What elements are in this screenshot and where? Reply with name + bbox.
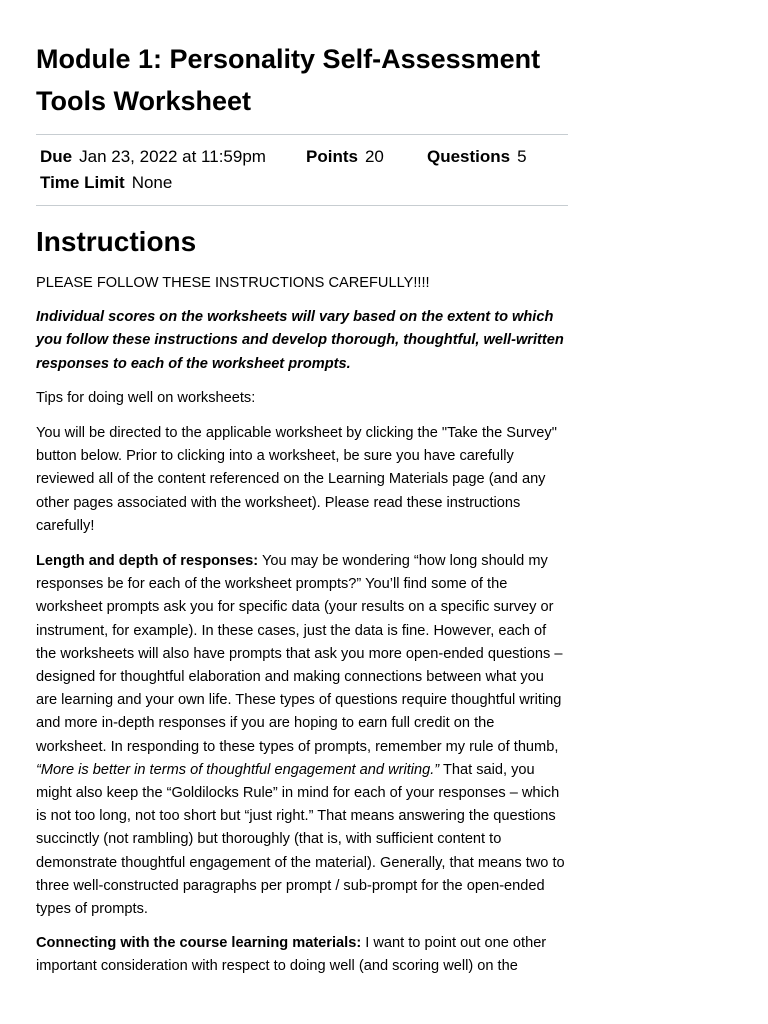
page-title: Module 1: Personality Self-Assessment Tools Worksheet: [36, 44, 541, 116]
instructions-heading: Instructions: [36, 226, 197, 257]
rule-of-thumb-quote: “More is better in terms of thoughtful engagement and writing.”: [36, 761, 440, 778]
length-label: Length and depth of responses:: [36, 553, 259, 570]
connecting-label: Connecting with the course learning materials:: [36, 935, 362, 952]
points-detail: [306, 144, 427, 170]
length-paragraph: [36, 550, 568, 921]
details-row-2: [40, 170, 568, 196]
assignment-details: [36, 134, 568, 206]
connecting-text: I want to point out one other important consideration with respect to doing well (and scoring well) on the: [36, 935, 547, 975]
time-limit-value: None: [131, 173, 173, 192]
questions-label: Questions: [427, 147, 511, 166]
questions-detail: [427, 144, 527, 170]
points-value: 20: [364, 147, 384, 166]
questions-value: 5: [517, 147, 527, 166]
time-limit-label: Time Limit: [40, 173, 125, 192]
time-limit-detail: [40, 170, 172, 196]
points-label: Points: [306, 147, 358, 166]
due-label: Due: [40, 147, 73, 166]
scoring-notice: Individual scores on the worksheets will vary based on the extent to which you follow these instructions and develop thorough, thoughtful, well-written responses to each of the worksheet prompts.: [36, 309, 564, 372]
details-row-1: [40, 144, 568, 170]
directed-paragraph: You will be directed to the applicable worksheet by clicking the "Take the Survey" button below. Prior to clicking into a worksheet, be sure you have carefully reviewed all of the content referenced on the Learning Materials page (and any other pages associated with the worksheet). Please read these instructions carefully!: [36, 425, 557, 534]
caps-notice: PLEASE FOLLOW THESE INSTRUCTIONS CAREFULLY!!!!: [36, 275, 430, 291]
length-text-2: That said, you might also keep the “Goldilocks Rule” in mind for each of your responses – which is not too long, not too short but “just right.” That means answering the questions succinctly (not rambling) but thoroughly (that is, with sufficient content to demonstrate thoughtful engagement of the material). Generally, that means two to three well-constructed paragraphs per prompt / sub-prompt for the open-ended types of prompts.: [36, 761, 565, 918]
due-value: Jan 23, 2022 at 11:59pm: [79, 147, 266, 166]
tips-intro: Tips for doing well on worksheets:: [36, 389, 256, 406]
due-detail: [40, 144, 306, 170]
connecting-paragraph: [36, 932, 568, 978]
length-text-1: You may be wondering “how long should my responses be for each of the worksheet prompts?” You’ll find some of the worksheet prompts ask you for specific data (your results on a specific survey or instrument, for example). In these cases, just the data is fine. However, each of the worksheets will also have prompts that ask you more open-ended questions – designed for thoughtful elaboration and making connections between what you are learning and your own life. These types of questions require thoughtful writing and more in-depth responses if you are hoping to earn full credit on the worksheet. In responding to these types of prompts, remember my rule of thumb,: [36, 553, 563, 755]
